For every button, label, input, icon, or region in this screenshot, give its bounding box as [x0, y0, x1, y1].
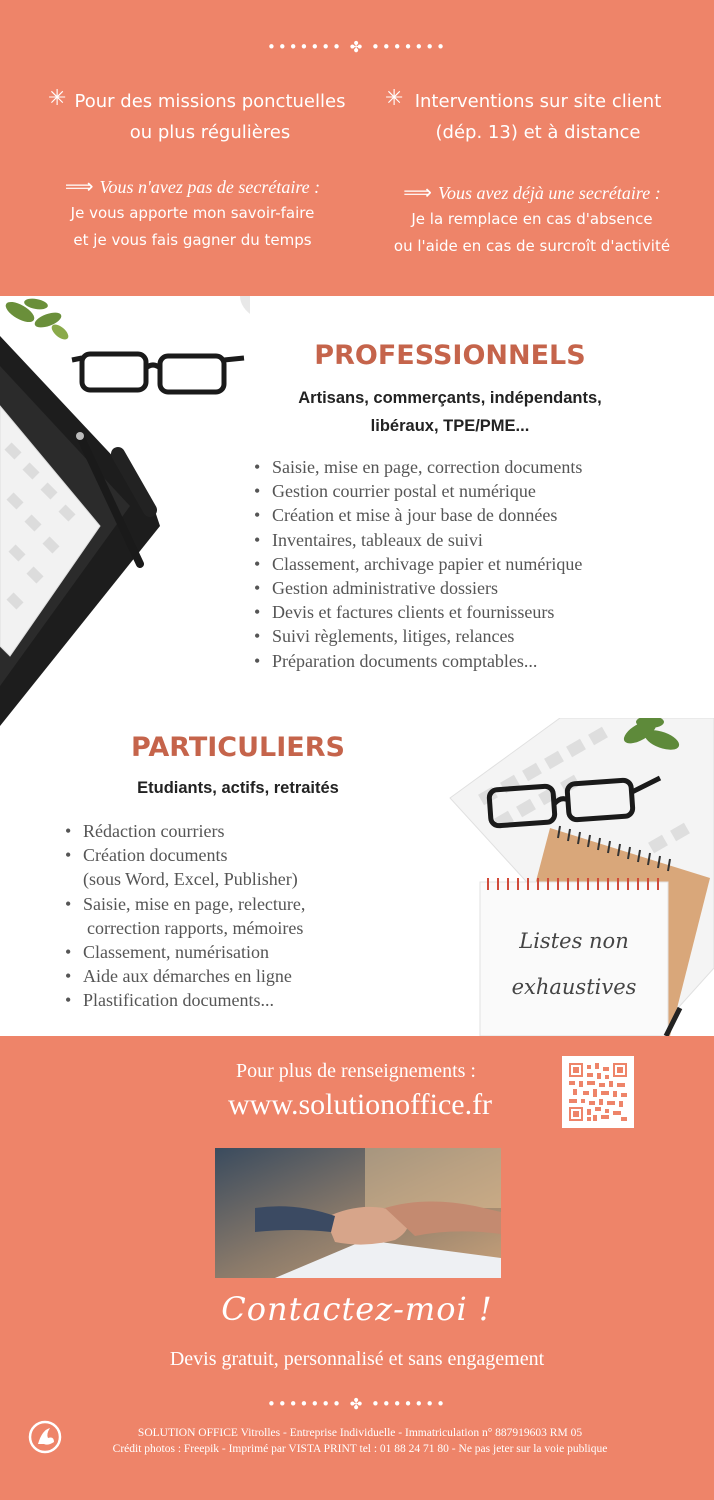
- list-item: • Suivi règlements, litiges, relances: [251, 624, 582, 648]
- mission-point: [62, 86, 358, 148]
- particuliers-subtitle: Etudiants, actifs, retraités: [137, 779, 339, 797]
- professionnels-title: PROFESSIONNELS: [314, 340, 586, 371]
- asterisk-icon: ✳: [48, 86, 67, 111]
- intervention-point: [400, 86, 676, 148]
- has-secretary-block: [372, 180, 692, 260]
- particuliers-title: PARTICULIERS: [131, 732, 345, 763]
- no-secretary-block: [40, 174, 345, 254]
- has-secretary-line-1: Je la remplace en cas d'absence: [411, 210, 653, 228]
- footer-credits: Crédit photos : Freepik - Imprimé par VISTA PRINT tel : 01 88 24 71 80 - Ne pas jeter sur la voie publique: [112, 1443, 608, 1455]
- intervention-line-2: (dép. 13) et à distance: [435, 122, 641, 143]
- list-item: • Gestion courrier postal et numérique: [251, 479, 582, 503]
- professionnels-subtitle: [270, 384, 630, 440]
- bottom-ornament: ••••••• ✤ •••••••: [267, 1395, 447, 1413]
- intervention-line-1: Interventions sur site client: [414, 91, 662, 112]
- plant-leaves: [3, 297, 71, 342]
- list-item: • Plastification documents...: [62, 988, 305, 1012]
- coffee-cup: [240, 296, 250, 326]
- list-item: • Inventaires, tableaux de suivi: [251, 528, 582, 552]
- arrow-right-icon: ⟹: [64, 176, 94, 198]
- notebook-line-1: Listes non: [519, 929, 629, 953]
- mission-line-2: ou plus régulières: [129, 122, 291, 143]
- header-band: [0, 0, 714, 296]
- list-item: • Classement, archivage papier et numérique: [251, 552, 582, 576]
- info-label: Pour plus de renseignements :: [236, 1060, 476, 1082]
- has-secretary-title-text: Vous avez déjà une secrétaire :: [437, 183, 661, 203]
- mission-line-1: Pour des missions ponctuelles: [74, 91, 346, 112]
- top-ornament: ••••••• ✤ •••••••: [267, 38, 447, 56]
- has-secretary-line-2: ou l'aide en cas de surcroît d'activité: [393, 237, 671, 255]
- notebook-line-2: exhaustives: [511, 975, 637, 999]
- list-item: • Aide aux démarches en ligne: [62, 964, 305, 988]
- list-item: • Création et mise à jour base de données: [251, 503, 582, 527]
- handshake-photo: [215, 1148, 501, 1278]
- professionnels-subtitle-line-1: Artisans, commerçants, indépendants,: [298, 389, 602, 407]
- no-secretary-title: [40, 174, 345, 200]
- has-secretary-title: [372, 180, 692, 206]
- no-secretary-line-1: Je vous apporte mon savoir-faire: [70, 204, 315, 222]
- asterisk-icon: ✳: [385, 86, 404, 111]
- professionnels-list: [251, 455, 582, 673]
- list-item: • Préparation documents comptables...: [251, 649, 582, 673]
- logo-icon: [28, 1420, 62, 1454]
- devis-text: Devis gratuit, personnalisé et sans engagement: [169, 1348, 545, 1370]
- desk-illustration-left: [0, 296, 250, 726]
- list-item: • Saisie, mise en page, correction documents: [251, 455, 582, 479]
- notebook-handwriting: [496, 918, 652, 1010]
- no-secretary-title-text: Vous n'avez pas de secrétaire :: [99, 177, 321, 197]
- contact-heading: Contactez-moi !: [221, 1290, 493, 1328]
- no-secretary-line-2: et je vous fais gagner du temps: [73, 231, 312, 249]
- qr-code[interactable]: [562, 1056, 634, 1128]
- list-item: • Gestion administrative dossiers: [251, 576, 582, 600]
- arrow-right-icon: ⟹: [403, 182, 432, 204]
- list-item: • Saisie, mise en page, relecture, correction rapports, mémoires: [62, 892, 305, 940]
- list-item: • Rédaction courriers: [62, 819, 305, 843]
- list-item: • Classement, numérisation: [62, 940, 305, 964]
- list-item: • Création documents (sous Word, Excel, Publisher): [62, 843, 305, 891]
- website-link[interactable]: www.solutionoffice.fr: [227, 1088, 493, 1121]
- particuliers-list: [62, 819, 305, 1013]
- professionnels-subtitle-line-2: libéraux, TPE/PME...: [370, 417, 530, 435]
- footer-legal: SOLUTION OFFICE Vitrolles - Entreprise Individuelle - Immatriculation n° 887919603 RM 05: [137, 1427, 583, 1439]
- list-item: • Devis et factures clients et fournisseurs: [251, 600, 582, 624]
- glasses: [72, 354, 244, 392]
- desk-illustration-right: [440, 718, 714, 1036]
